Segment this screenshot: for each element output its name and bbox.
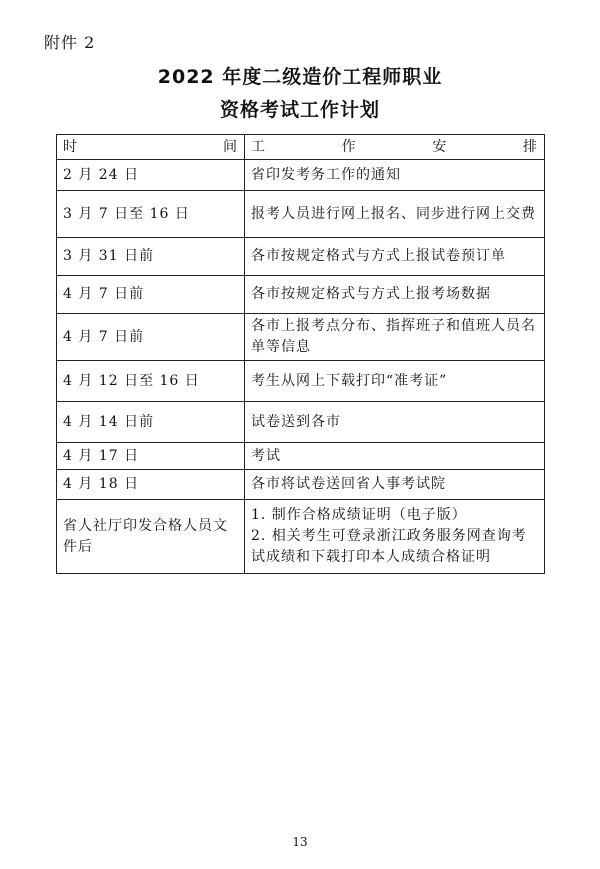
table-row <box>57 191 545 238</box>
row-time: 3 月 31 日前 <box>57 238 245 276</box>
header-time: 时 间 <box>57 135 245 160</box>
row-time: 2 月 24 日 <box>57 160 245 191</box>
attachment-label: 附件 2 <box>44 33 96 52</box>
row-work: 考试 <box>245 443 545 470</box>
row-work: 各市上报考点分布、指挥班子和值班人员名单等信息 <box>245 314 545 361</box>
page-number: 13 <box>292 835 308 849</box>
row-work: 1. 制作合格成绩证明（电子版） 2. 相关考生可登录浙江政务服务网查询考试成绩和下载打印本人成绩合格证明 <box>245 500 545 574</box>
document-title-line-2: 资格考试工作计划 <box>219 99 380 121</box>
table-row <box>57 160 545 191</box>
row-time: 4 月 14 日前 <box>57 402 245 443</box>
table-row <box>57 470 545 500</box>
table-header-row <box>57 135 545 160</box>
row-work: 报考人员进行网上报名、同步进行网上交费 <box>245 191 545 238</box>
row-time: 4 月 12 日至 16 日 <box>57 361 245 402</box>
table-row <box>57 443 545 470</box>
row-work: 试卷送到各市 <box>245 402 545 443</box>
table-row <box>57 361 545 402</box>
row-work: 省印发考务工作的通知 <box>245 160 545 191</box>
row-work: 各市将试卷送回省人事考试院 <box>245 470 545 500</box>
row-time: 省人社厅印发合格人员文件后 <box>57 500 245 574</box>
row-time: 4 月 17 日 <box>57 443 245 470</box>
row-work: 考生从网上下载打印“准考证” <box>245 361 545 402</box>
table-row <box>57 500 545 574</box>
schedule-table <box>56 134 545 574</box>
document-title-line-1: 2022 年度二级造价工程师职业 <box>157 66 443 88</box>
header-work-arrangement: 工 作 安 排 <box>245 135 545 160</box>
row-work: 各市按规定格式与方式上报考场数据 <box>245 276 545 314</box>
table-row <box>57 402 545 443</box>
row-time: 3 月 7 日至 16 日 <box>57 191 245 238</box>
row-work: 各市按规定格式与方式上报试卷预订单 <box>245 238 545 276</box>
table-row <box>57 276 545 314</box>
table-row <box>57 314 545 361</box>
row-time: 4 月 7 日前 <box>57 276 245 314</box>
row-time: 4 月 18 日 <box>57 470 245 500</box>
row-time: 4 月 7 日前 <box>57 314 245 361</box>
table-row <box>57 238 545 276</box>
